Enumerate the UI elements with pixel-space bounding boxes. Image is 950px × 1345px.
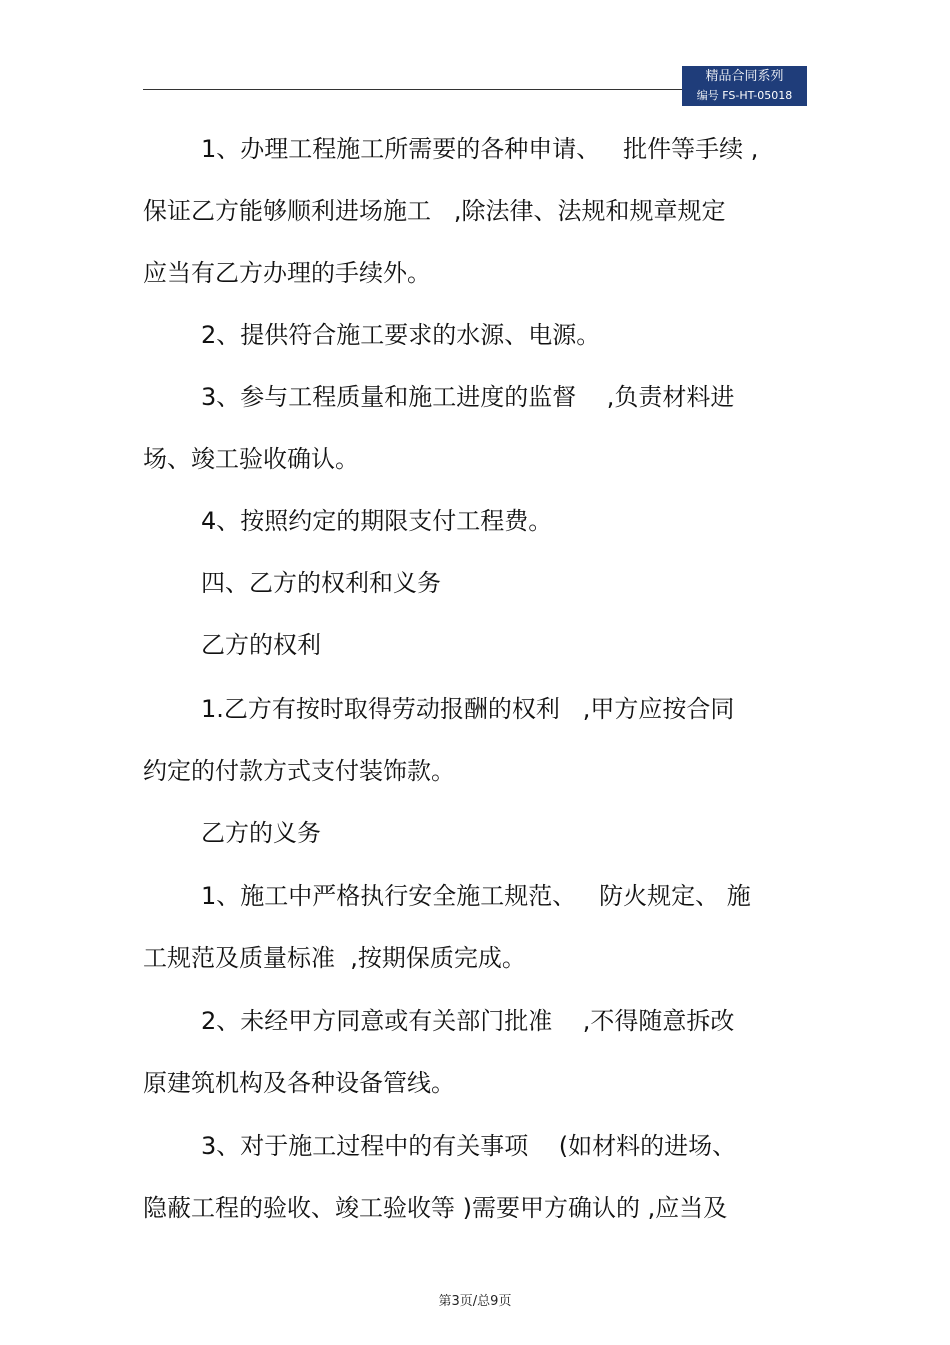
paragraph-line: 1.乙方有按时取得劳动报酬的权利 ,甲方应按合同	[201, 695, 735, 723]
paragraph-line: 3、对于施工过程中的有关事项 (如材料的进场、	[201, 1132, 737, 1160]
subsection-heading: 乙方的义务	[201, 819, 321, 847]
paragraph-line: 1、施工中严格执行安全施工规范、 防火规定、 施	[201, 882, 751, 910]
paragraph-line: 约定的付款方式支付装饰款。	[143, 757, 455, 785]
series-badge	[682, 66, 807, 106]
paragraph-line: 2、未经甲方同意或有关部门批准 ,不得随意拆改	[201, 1007, 735, 1035]
header-rule	[143, 89, 682, 90]
paragraph-line: 原建筑机构及各种设备管线。	[143, 1069, 455, 1097]
paragraph-line: 3、参与工程质量和施工进度的监督 ,负责材料进	[201, 383, 735, 411]
paragraph-line: 场、竣工验收确认。	[143, 445, 359, 473]
doc-number: 编号 FS-HT-05018	[696, 89, 793, 102]
series-label: 精品合同系列	[705, 69, 784, 84]
subsection-heading: 乙方的权利	[201, 631, 321, 659]
paragraph-line: 1、办理工程施工所需要的各种申请、 批件等手续 ,	[201, 135, 759, 163]
paragraph-line: 工规范及质量标准 ,按期保质完成。	[143, 944, 526, 972]
page-number: 第3页/总9页	[438, 1294, 512, 1309]
paragraph-line: 2、提供符合施工要求的水源、电源。	[201, 321, 601, 349]
paragraph-line: 保证乙方能够顺利进场施工 ,除法律、法规和规章规定	[143, 197, 726, 225]
paragraph-line: 4、按照约定的期限支付工程费。	[201, 507, 553, 535]
paragraph-line: 隐蔽工程的验收、竣工验收等 )需要甲方确认的 ,应当及	[143, 1194, 728, 1222]
paragraph-line: 应当有乙方办理的手续外。	[143, 259, 431, 287]
section-heading: 四、乙方的权利和义务	[201, 569, 441, 597]
